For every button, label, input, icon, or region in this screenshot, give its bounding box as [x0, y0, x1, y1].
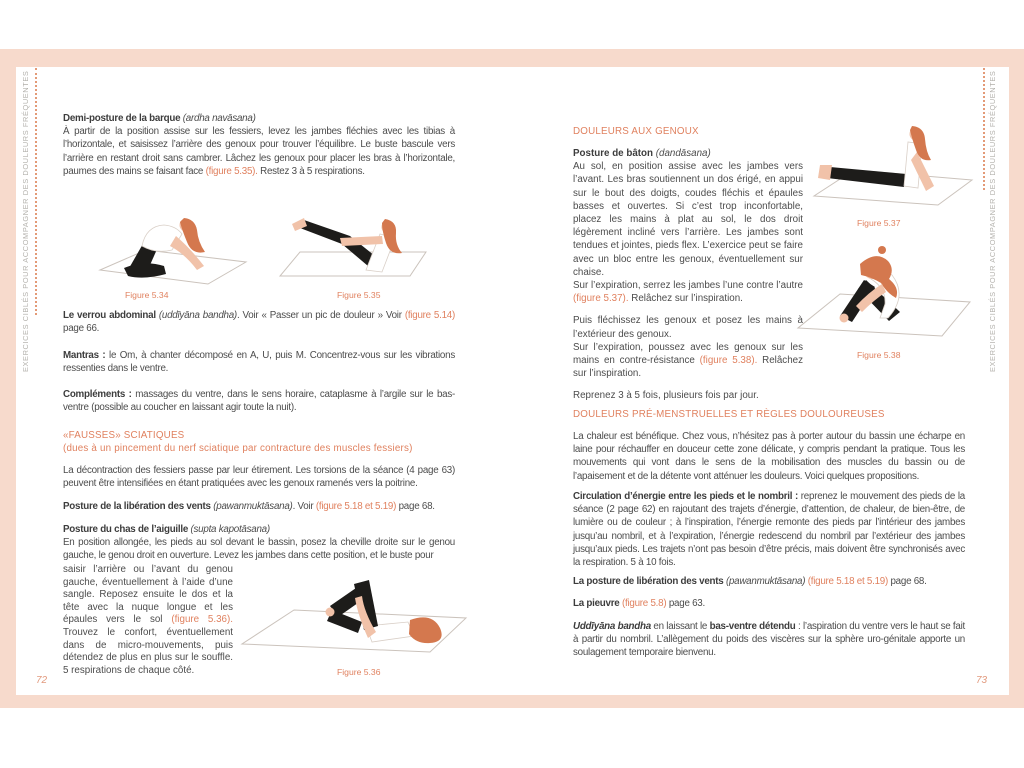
figure-reference: (figure 5.8) [619, 598, 667, 609]
left-dotted-rule [35, 68, 37, 315]
figure-caption: Figure 5.36 [337, 667, 381, 677]
figure-caption: Figure 5.37 [857, 218, 901, 228]
right-dotted-rule [983, 68, 985, 190]
paragraph-complements: Compléments : massages du ventre, dans le sens horaire, cataplasme à l’argile sur le bas-ventre (possible au coucher en laissant agir toute la nuit). [63, 389, 455, 414]
paragraph-mantras: Mantras : le Om, à chanter décomposé en A, U, puis M. Concentrez-vous sur les vibrations ressenties dans le ventre. [63, 350, 455, 375]
pose-title: Le verrou abdominal [63, 310, 156, 321]
figure-caption: Figure 5.38 [857, 350, 901, 360]
pose-title: Posture de la libération des vents [63, 501, 211, 512]
figure-5-37-illustration [812, 110, 975, 215]
paragraph-verrou-abdominal: Le verrou abdominal (uddīyāna bandha). Voir « Passer un pic de douleur » Voir (figure 5.14) page 66. [63, 310, 456, 335]
figure-reference: (figure 5.18 et 5.19) [315, 501, 397, 512]
paragraph-chas-aiguille-intro: Posture du chas de l’aiguille (supta kapotāsana) En position allongée, les pieds au sol devant le bassin, posez la cheville droite sur le genou gauche, le genou droit en ouverture. Levez les jambes dans cette position, et le buste pour [63, 524, 455, 562]
paragraph-circulation-energie: Circulation d’énergie entre les pieds et le nombril : reprenez le mouvement des pieds de la séance (2 page 62) en rajoutant des trajets d’énergie, d’attention, de chaleur, de bien-être, de lumière ou de couleur ; à l’inspiration, l’énergie remonte des pieds par l’intérieur des jambes jusqu’au nombril, et à l’expiration, l’énergie redescend du nombril par l’extérieur des jambes jusqu’aux pieds. Les trajets n’ont pas besoin d’être précis, mais doivent être synchronisés avec la respiration. 5 à 10 fois. [573, 491, 965, 569]
figure-reference: (figure 5.37). [573, 293, 629, 305]
figure-reference: (figure 5.18 et 5.19) [807, 576, 888, 587]
yoga-pose-seated-knees-bent-icon [792, 230, 975, 345]
section-heading-fausses-sciatiques: «FAUSSES» SCIATIQUES (dues à un pincement du nerf sciatique par contracture des muscles fessiers) [63, 430, 413, 455]
right-margin-vertical-text: EXERCICES CIBLÉS POUR ACCOMPAGNER DES DOULEURS FRÉQUENTES [988, 70, 997, 372]
figure-5-38-illustration [792, 230, 975, 345]
figure-caption: Figure 5.34 [125, 290, 169, 300]
pose-sanskrit: (ardha navāsana) [180, 113, 256, 124]
pose-title: Uddīyāna bandha [573, 621, 651, 632]
section-subheading: (dues à un pincement du nerf sciatique par contracture des muscles fessiers) [63, 443, 413, 455]
yoga-pose-kneeling-backbend-icon [96, 192, 248, 288]
paragraph-pieuvre: La pieuvre (figure 5.8) page 63. [573, 598, 705, 609]
paragraph-liberation-vents-2: La posture de libération des vents (pawanmuktāsana) (figure 5.18 et 5.19) page 68. [573, 576, 927, 587]
yoga-pose-boat-icon [272, 190, 430, 288]
lead-in: Compléments : [63, 389, 132, 400]
lead-in: Circulation d’énergie entre les pieds et le nombril : [573, 491, 798, 502]
page-number-left: 72 [36, 675, 48, 686]
pose-title: Posture de bâton [573, 148, 654, 159]
paragraph-uddiyana: Uddīyāna bandha en laissant le bas-ventre détendu : l’aspiration du ventre vers le haut se fait à partir du nombril. L’allègement du poids des viscères sur la sphère uro-génitale apporte un soulagement temporaire bienvenu. [573, 621, 965, 659]
paragraph-chas-aiguille-suite: saisir l’arrière ou l’avant du genou gauche, éventuellement à l’aide d’une sangle. Reposez ensuite le dos et la tête avec la nuque longue et les épaules vers le sol (figure 5.36). Trouvez le confort, éventuellement dans de micro-mouvements, puis détendez de plus en plus sur le souffle. 5 respirations de chaque côté. [63, 564, 233, 676]
left-margin-vertical-text: EXERCICES CIBLÉS POUR ACCOMPAGNER DES DOULEURS FRÉQUENTES [21, 70, 30, 372]
figure-5-34-illustration [96, 192, 248, 288]
figure-reference: (figure 5.38). [699, 355, 758, 367]
figure-caption: Figure 5.35 [337, 290, 381, 300]
figure-reference: (figure 5.35). [205, 165, 258, 177]
figure-reference: (figure 5.36). [171, 614, 233, 626]
paragraph-posture-baton: Posture de bâton (dandāsana) Au sol, en position assise avec les jambes vers l’avant. Les bras soutiennent un dos érigé, en appui sur le bout des doigts, coudes fléchis et épaules basses et ouvertes. Si c’est trop inconfortable, placez les mains à plat au sol, le dos droit légèrement incliné vers l’arrière. Les jambes sont tendues et jointes, pieds flex. L’exercice peut se faire avec un bloc entre les genoux, éventuellement sur chaise. Sur l’expiration, serrez les jambes l’une contre l’autre (figure 5.37). Relâchez sur l’inspiration. Puis fléchissez les genoux et posez les mains à l’extérieur des genoux. Sur l’expiration, poussez avec les genoux sur les mains en contre-résistance (figure 5.38). Relâchez sur l’inspiration. Reprenez 3 à 5 fois, plusieurs fois par jour. [573, 148, 803, 402]
figure-5-36-illustration [238, 550, 470, 662]
paragraph-chaleur: La chaleur est bénéfique. Chez vous, n’hésitez pas à porter autour du bassin une écharpe en laine pour réchauffer en douceur cette zone délicate, y compris pendant la pratique. Tous les mouvements qui vont dans le sens de la mobilisation des muscles du bassin ou de l’apaisement et de la détente vont atténuer les douleurs. Voici quelques propositions. [573, 431, 965, 482]
yoga-pose-supine-figure-four-icon [238, 550, 470, 662]
figure-5-35-illustration [272, 190, 430, 288]
paragraph-liberation-des-vents: Posture de la libération des vents (pawanmuktāsana). Voir (figure 5.18 et 5.19) page 68. [63, 501, 435, 512]
section-heading-douleurs-genoux: DOULEURS AUX GENOUX [573, 126, 699, 137]
pose-title: Posture du chas de l’aiguille [63, 524, 189, 535]
yoga-pose-staff-icon [812, 110, 975, 215]
pose-title: La pieuvre [573, 598, 620, 609]
pose-title: La posture de libération des vents [573, 576, 724, 587]
pose-body: À partir de la position assise sur les fessiers, levez les jambes fléchies avec les tibias à l’horizontale, et saisissez l’arrière des genoux pour trouver l’équilibre. Le buste bascule vers l’arrière en restant droit sans cambrer. Lâchez les genoux pour placer les bras à l’horizontale, paumes des mains se faisant face [63, 126, 455, 177]
page-number-right: 73 [976, 675, 988, 686]
section-heading-douleurs-premenstruelles: DOULEURS PRÉ-MENSTRUELLES ET RÈGLES DOULOUREUSES [573, 409, 885, 420]
paragraph-demi-posture-barque: Demi-posture de la barque (ardha navāsana) À partir de la position assise sur les fessiers, levez les jambes fléchies avec les tibias à l’horizontale, et saisissez l’arrière des genoux pour trouver l’équilibre. Le buste bascule vers l’arrière en restant droit sans cambrer. Lâchez les genoux pour placer les bras à l’horizontale, paumes des mains se faisant face (figure 5.35). Restez 3 à 5 respirations. [63, 113, 455, 177]
lead-in: Mantras : [63, 350, 106, 361]
figure-reference: (figure 5.14) [404, 310, 456, 321]
paragraph-decontraction: La décontraction des fessiers passe par leur étirement. Les torsions de la séance (4 page 63) peuvent être intensifiées en étant pratiquées avec les genoux ramenés vers la poitrine. [63, 465, 455, 490]
pose-title: Demi-posture de la barque [63, 113, 181, 124]
